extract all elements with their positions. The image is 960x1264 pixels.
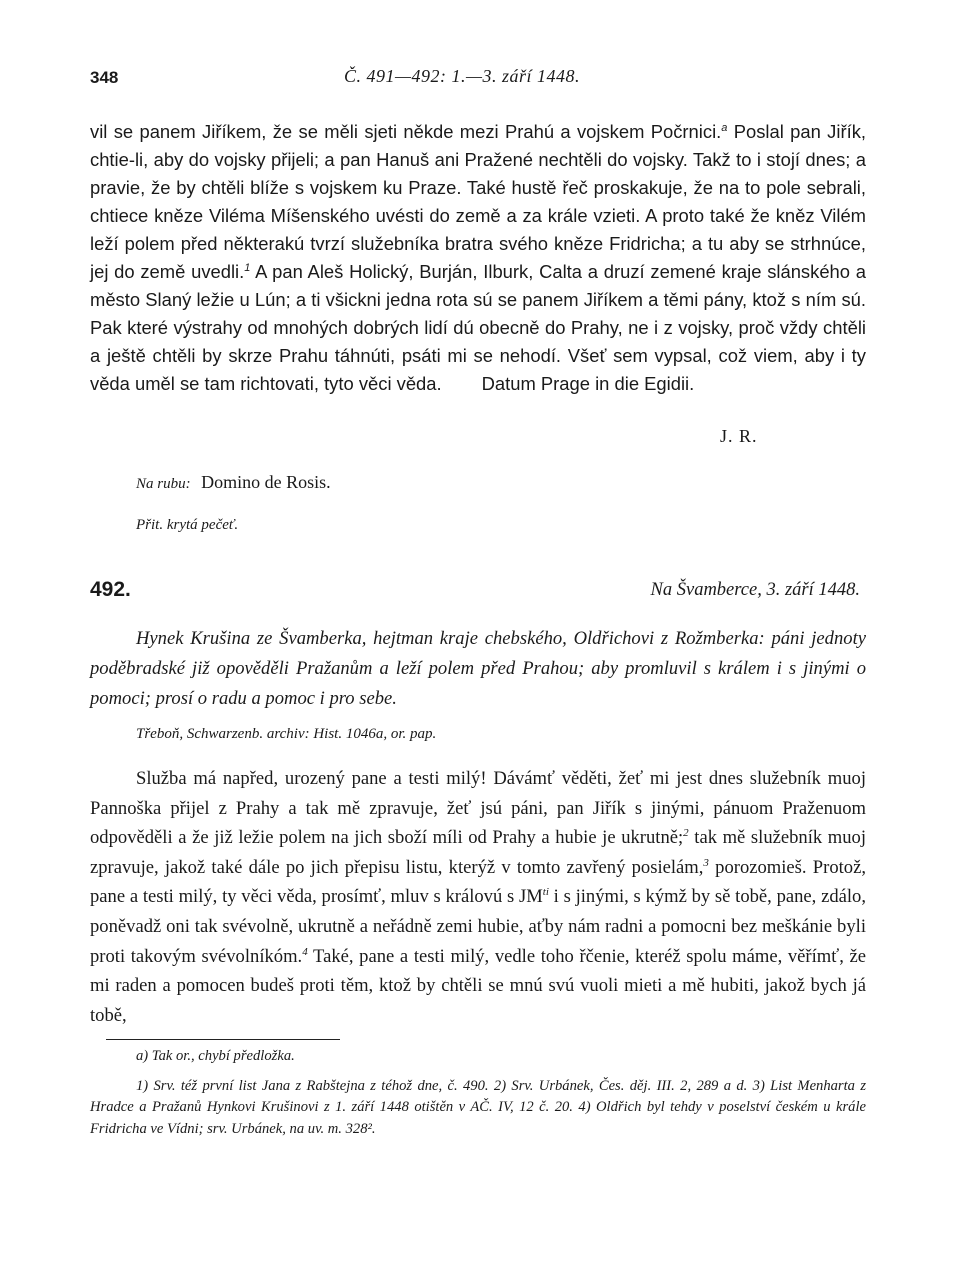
text-segment: tak mě služebník muoj zpravuje, jakož také dále po jich přepisu listu, kterýž v tomto zavřený posielám, [90,827,867,878]
letter-paragraph [90,764,866,1030]
document-place-date: Na Švamberce, 3. září 1448. [650,580,860,600]
seal-note: Přit. krytá pečeť. [136,517,239,533]
running-head [90,66,866,90]
letter-text [90,764,866,1030]
abbreviation-mark: ti [542,886,549,899]
signature: J. R. [720,426,758,446]
note-mark-4: 4 [302,945,308,958]
note-mark-2: 2 [683,827,689,839]
footnote-numbered: 1) Srv. též první list Jana z Rabštejna z téhož dne, č. 490. 2) Srv. Urbánek, Čes. děj. III. 2, 289 a d. 3) List Menharta z Hradce a Pražanů Hynkovi Krušinovi z 1. září 1448 otištěn v AČ. IV, 12 č. 20. 4) Oldřich byl tehdy v poselství českém u krále Fridricha ve Vídni; srv. Urbánek, na uv. m. 328². [90,1077,866,1137]
text-segment: porozomieš. Protož, pane a testi milý, ty věci věda, prosímť, mluv s královú s JM [90,856,866,908]
footnotes [90,1046,866,1140]
endorsement-label: Na rubu: [136,476,191,492]
running-title: Č. 491—492: 1.—3. září 1448. [344,66,581,86]
text-segment: vil se panem Jiříkem, že se měli sjeti někde mezi Prahú a vojskem Počrnici. [90,121,722,142]
page-number: 348 [90,68,119,87]
endorsement [136,472,331,493]
footnote-a: a) Tak or., chybí předložka. [136,1048,295,1064]
text-segment: Poslal pan Jiřík, chtie-li, aby do vojsky přijeli; a pan Hanuš ani Pražené nechtěli do vojsky. Takž to i stojí dnes; a pravie, že by chtěli blíže s vojskem ku Praze. Také hustě řeč proskakuje, že na to pole sebrali, chtiece kněze Viléma Míšenského uvésti do země a za krále vzieti. A proto také že kněz Vilém leží polem před některakú tvrzí služebníka bratra svého kněze Fridricha; a tu aby se strhnúce, jej do země uvedli. [90,121,866,282]
document-heading [90,578,866,608]
document-number: 492. [90,578,131,601]
dating-line: Datum Prage in die Egidii. [481,373,695,394]
note-mark-1: 1 [244,261,251,274]
continuation-paragraph [90,118,866,398]
text-segment: A pan Aleš Holický, Burján, Ilburk, Calta a druzí zemené kraje slánského a město Slaný ležie u Lún; a ti všickni jedna rota sú se panem Jiříkem a těmi pány, ktož s ním sú. Pak které výstrahy od mnohých dobrých lidí dú obecně do Prahy, ne i z vojsky, proč vždy chtěli a ještě chtěli by skrze Prahu táhnúti, psáti mi se nehodí. Všeť sem vypsal, což viem, aby i ty věda uměl se tam richtovati, tyto věci věda. [90,261,866,394]
text-segment: i s jinými, s kýmž by sě tobě, pane, zdálo, poněvadž oni tak svévolně, ukrutně a neřádně zemi hubie, aťby nám radni a pomocni bez meškánie byli proti takovým svévolníkóm. [90,886,866,967]
endorsement-text: Domino de Rosis. [201,472,331,492]
archival-source: Třeboň, Schwarzenb. archiv: Hist. 1046a, or. pap. [136,726,437,742]
note-mark-a: a [721,121,728,134]
text-segment: Služba má napřed, urozený pane a testi milý! Dávámť věděti, žeť mi jest dnes služebník muoj Pannoška přijel z Prahy a tak mě zpravuje, žeť jsú páni, pan Jiřík s jinými, pánuom Praženuom odpověděli a že již ležie polem na jich sboží míli od Prahy a hubie je ukrutně; [90,768,866,849]
continuation-text [90,118,866,398]
footnote-divider [106,1039,340,1040]
regest: Hynek Krušina ze Švamberka, hejtman kraje chebského, Oldřichovi z Rožmberka: páni jednoty poděbradské již opověděli Pražanům a leží polem před Prahou; aby promluvil s králem i s jinými o pomoci; prosí o radu a pomoc i pro sebe. [90,628,866,709]
text-segment: Také, pane a testi milý, vedle toho řčenie, kteréž spolu máme, věřímť, že mi raden a pomocen budeš proti těm, ktož by chtěli se mnú svú vuoli mieti a mě hubiti, jakož bych já tobě, [90,945,866,1026]
note-mark-3: 3 [703,856,709,869]
